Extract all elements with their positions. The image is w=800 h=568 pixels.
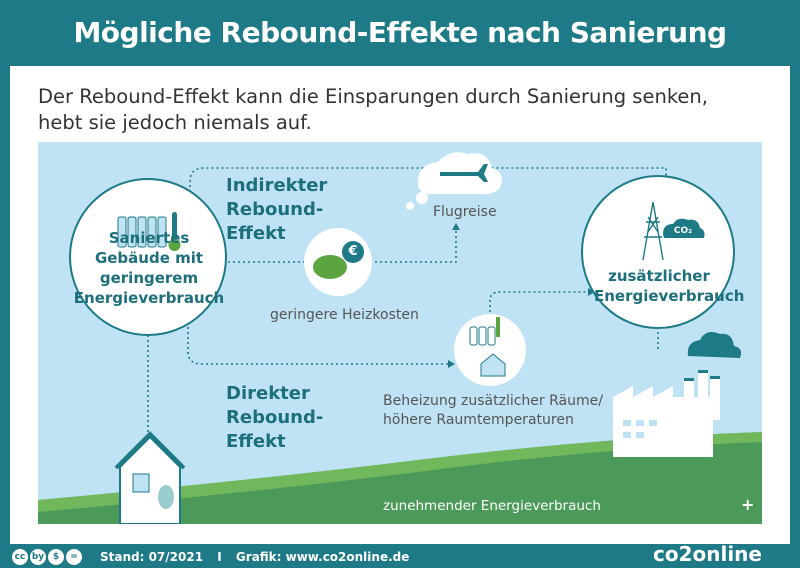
direct-effect-label: Direkter Rebound-Effekt — [226, 383, 324, 452]
connector-piggy-to-flight — [370, 228, 456, 262]
building-circle-label: Saniertes Gebäude mit geringerem Energieverbrauch — [73, 229, 225, 307]
small-thermometer-icon — [496, 317, 500, 337]
content-panel — [10, 66, 790, 544]
footer-grafik: Grafik: www.co2online.de — [235, 549, 410, 564]
intro-text: Der Rebound-Effekt kann die Einsparungen durch Sanierung senken, hebt sie jedoch niemals auf. — [38, 85, 708, 134]
diagram-graphics — [38, 142, 762, 524]
cc-by-icon: by — [30, 549, 46, 565]
header-bar — [0, 0, 800, 64]
flight-label: Flugreise — [433, 204, 497, 220]
footer-stand: Stand: 07/2021 — [100, 549, 204, 564]
piggy-bank-icon — [313, 255, 347, 279]
co2-label: CO₂ — [673, 226, 693, 236]
cc-icon: cc — [12, 549, 28, 565]
footer-meta — [100, 550, 409, 564]
cc-nd-icon: = — [66, 549, 82, 565]
page-title: Mögliche Rebound-Effekte nach Sanierung — [73, 15, 727, 49]
energy-circle-label: zusätzlicher Energieverbrauch — [594, 267, 745, 305]
increasing-consumption-label: zunehmender Energieverbrauch — [383, 498, 601, 514]
cc-license-icons — [12, 549, 82, 565]
arrowhead-flight — [452, 223, 460, 230]
arrowhead-heating — [448, 360, 455, 368]
footer-separator: I — [217, 549, 222, 564]
heating-cost-label: geringere Heizkosten — [270, 307, 419, 323]
extra-heating-label: Beheizung zusätzlicher Räume/ höhere Raumtemperaturen — [383, 393, 603, 428]
cc-nc-icon: $ — [48, 549, 64, 565]
plus-symbol: + — [741, 495, 755, 514]
indirect-effect-label: Indirekter Rebound-Effekt — [226, 175, 328, 244]
brand-logo: co2online — [652, 542, 762, 566]
diagram — [38, 142, 762, 524]
euro-symbol: € — [348, 244, 358, 259]
footer — [0, 542, 800, 568]
house-icon — [116, 434, 184, 524]
